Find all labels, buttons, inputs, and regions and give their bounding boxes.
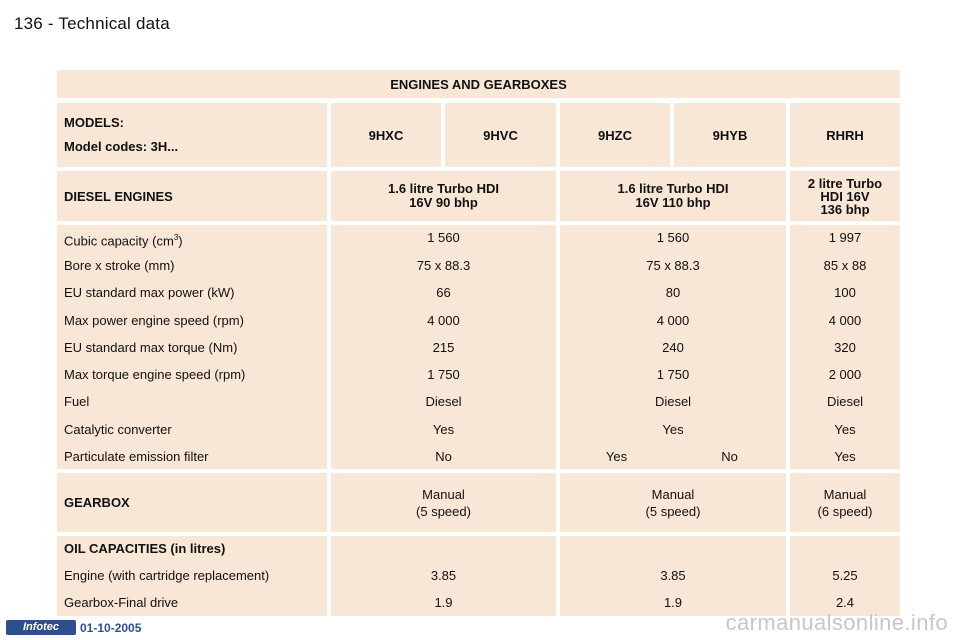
spec-value: 1 750 <box>427 367 460 382</box>
oil-value: 3.85 <box>660 568 686 583</box>
model-9hxc: 9HXC <box>331 103 441 167</box>
spec-label-cubic-capacity: Cubic capacity $(cm^3)$ <box>64 233 183 249</box>
spec-value: 320 <box>834 340 856 355</box>
model-codes-label: Model codes: 3H... <box>64 139 179 154</box>
engine-3-line2: HDI 16V <box>820 188 870 204</box>
oil-value: 5.25 <box>832 568 858 583</box>
spec-label-max-power: EU standard max power (kW) <box>64 285 235 300</box>
model-9hvc: 9HVC <box>445 103 556 167</box>
spec-value: 80 <box>665 285 681 300</box>
spec-value: 75 x 88.3 <box>416 258 471 273</box>
spec-value: Yes <box>662 422 684 437</box>
spec-value: Yes <box>432 422 455 437</box>
spec-value: 1 997 <box>828 230 862 245</box>
spec-value: Yes <box>834 449 856 464</box>
oil-value: 1.9 <box>434 595 453 610</box>
spec-value: Diesel <box>826 394 864 409</box>
spec-value: Yes <box>605 449 628 464</box>
models-label-cell <box>57 103 327 167</box>
gearbox-1-line2: (5 speed) <box>416 503 471 519</box>
gearbox-2-line1: Manual <box>651 486 695 502</box>
gearbox-2-line2: (5 speed) <box>645 503 701 519</box>
engine-2-line2: 16V 110 bhp <box>635 195 711 210</box>
table-title: ENGINES AND GEARBOXES <box>57 70 900 98</box>
oil-value: 1.9 <box>663 595 683 610</box>
engine-2 <box>560 171 786 221</box>
spec-value: 4 000 <box>427 313 460 328</box>
engine-3 <box>790 171 900 221</box>
spec-value: 2 000 <box>828 367 862 382</box>
spec-value: Diesel <box>425 394 462 409</box>
gearbox-1 <box>331 473 556 532</box>
spec-value: 215 <box>432 340 455 355</box>
spec-label-max-torque-speed: Max torque engine speed (rpm) <box>64 367 246 382</box>
engine-1 <box>331 171 556 221</box>
spec-value: No <box>721 449 738 464</box>
spec-value: 100 <box>834 285 856 300</box>
oil-label-engine: Engine (with cartridge replacement) <box>64 568 270 583</box>
oil-label-gearbox: Gearbox-Final drive <box>64 595 179 610</box>
oil-capacities-label: OIL CAPACITIES (in litres) <box>64 541 226 556</box>
spec-label-particulate-filter: Particulate emission filter <box>64 449 209 464</box>
spec-value: Diesel <box>654 394 692 409</box>
gearbox-3-line1: Manual <box>823 486 867 502</box>
models-label: MODELS: <box>64 115 124 130</box>
spec-label-fuel: Fuel <box>64 394 90 409</box>
oil-value: 3.85 <box>430 568 457 583</box>
spec-value: 75 x 88.3 <box>646 258 700 273</box>
footer-date: 01-10-2005 <box>80 621 142 635</box>
spec-value: 240 <box>662 340 684 355</box>
model-9hzc: 9HZC <box>560 103 670 167</box>
spec-value: 66 <box>436 285 451 300</box>
gearbox-1-line1: Manual <box>422 486 465 502</box>
spec-label-catalytic-converter: Catalytic converter <box>64 422 172 437</box>
gearbox-label: GEARBOX <box>57 473 327 532</box>
watermark: carmanualsonline.info <box>725 610 948 635</box>
engine-2-line1: 1.6 litre Turbo HDI <box>617 181 729 196</box>
spec-value: 1 560 <box>656 230 690 245</box>
spec-value: Yes <box>834 422 856 437</box>
gearbox-2 <box>560 473 786 532</box>
spec-label-max-power-speed: Max power engine speed (rpm) <box>64 313 244 328</box>
engine-1-line1: 1.6 litre Turbo HDI <box>388 181 499 196</box>
spec-value: 85 x 88 <box>823 258 867 273</box>
spec-label-max-torque: EU standard max torque (Nm) <box>64 340 238 355</box>
spec-value: 4 000 <box>656 313 690 328</box>
model-rhrh: RHRH <box>790 103 900 167</box>
engine-3-line3: 136 bhp <box>820 201 870 217</box>
gearbox-3-line2: (6 speed) <box>817 503 873 519</box>
spec-label-bore-stroke: Bore x stroke (mm) <box>64 258 175 273</box>
spec-value: 1 750 <box>656 367 690 382</box>
diesel-engines-label: DIESEL ENGINES <box>57 171 327 221</box>
model-9hyb: 9HYB <box>674 103 786 167</box>
gearbox-3 <box>790 473 900 532</box>
infotec-logo: Infotec <box>6 620 76 635</box>
engine-3-line1: 2 litre Turbo <box>807 175 883 191</box>
oil-value: 2.4 <box>835 595 855 610</box>
spec-value: 4 000 <box>828 313 862 328</box>
spec-value: 1 560 <box>427 230 460 245</box>
engine-1-line2: 16V 90 bhp <box>409 195 478 210</box>
page-header: 136 - Technical data <box>14 14 170 33</box>
spec-value: No <box>435 449 452 464</box>
